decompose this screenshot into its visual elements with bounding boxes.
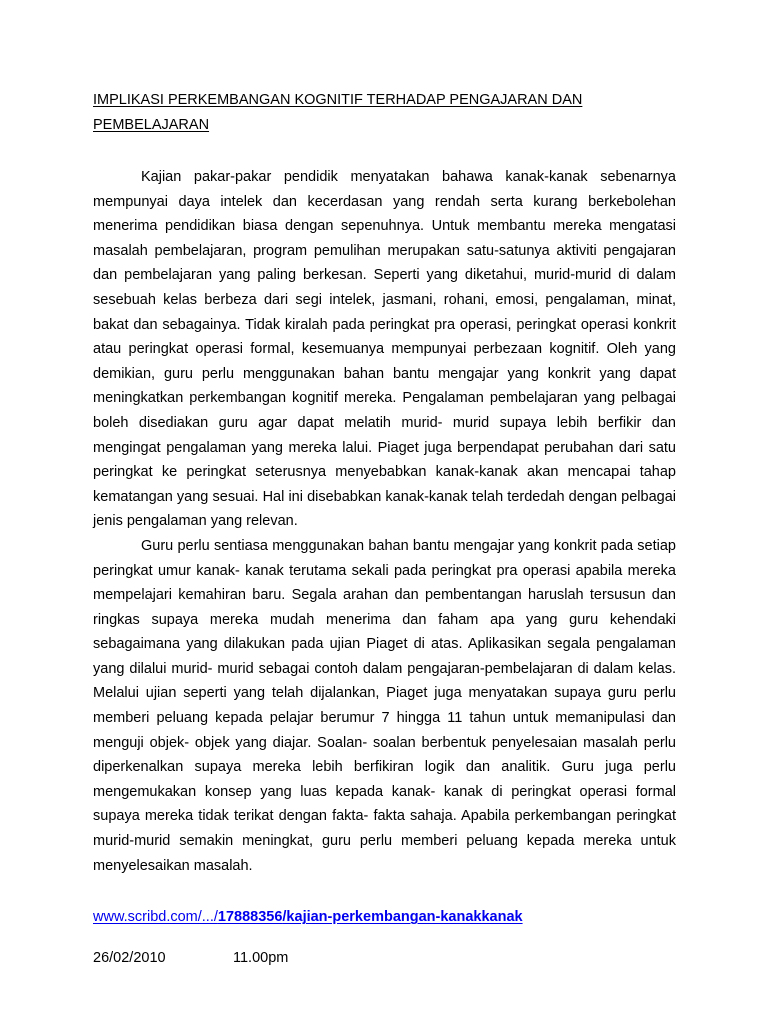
source-link-prefix[interactable]: www.scribd.com/.../ [93, 909, 218, 926]
paragraph-2: Guru perlu sentiasa menggunakan bahan bantu mengajar yang konkrit pada setiap peringkat umur kanak- kanak terutama sekali pada peringkat pra operasi apabila mereka mempelajari kemahiran baru. Segala arahan dan pembentangan haruslah tersusun dan ringkas supaya mereka mudah menerima dan faham apa yang guru kehendaki sebagaimana yang dilakukan pada ujian Piaget di atas. Aplikasikan segala pengalaman yang dilalui murid- murid sebagai contoh dalam pengajaran-pembelajaran di dalam kelas. Melalui ujian seperti yang telah dijalankan, Piaget juga menyatakan supaya guru perlu memberi peluang kepada pelajar berumur 7 hingga 11 tahun untuk memanipulasi dan menguji objek- objek yang diajar. Soalan- soalan berbentuk penyelesaian masalah perlu diperkenalkan supaya mereka lebih berfikiran logik dan analitik. Guru juga perlu mengemukakan konsep yang luas kepada kanak- kanak di peringkat operasi formal supaya mereka tidak terikat dengan fakta- fakta sahaja. Apabila perkembangan peringkat murid-murid semakin meningkat, guru perlu memberi peluang kepada mereka untuk menyelesaikan masalah. [93, 537, 676, 874]
date-text: 26/02/2010 [93, 950, 166, 967]
time-text: 11.00pm [233, 950, 289, 967]
date-time-line [93, 946, 676, 970]
paragraph-1: Kajian pakar-pakar pendidik menyatakan bahawa kanak-kanak sebenarnya mempunyai daya intelek dan kecerdasan yang rendah serta kurang berkebolehan menerima pendidikan biasa dengan sepenuhnya. Untuk membantu mereka mengatasi masalah pembelajaran, program pemulihan merupakan satu-satunya aktiviti pengajaran dan pembelajaran yang paling berkesan. Seperti yang diketahui, murid-murid di dalam sesebuah kelas berbeza dari segi intelek, jasmani, rohani, emosi, pengalaman, minat, bakat dan sebagainya. Tidak kiralah pada peringkat pra operasi, peringkat operasi konkrit atau peringkat operasi formal, kesemuanya mempunyai perbezaan kognitif. Oleh yang demikian, guru perlu menggunakan bahan bantu mengajar yang konkrit yang dapat meningkatkan perkembangan kognitif mereka. Pengalaman pembelajaran yang pelbagai boleh disediakan guru agar dapat melatih murid- murid supaya lebih berfikir dan mengingat pengalaman yang mereka lalui. Piaget juga berpendapat perubahan dari satu peringkat ke peringkat seterusnya menyebabkan kanak-kanak akan mencapai tahap kematangan yang sesuai. Hal ini disebabkan kanak-kanak telah terdedah dengan pelbagai jenis pengalaman yang relevan. [93, 169, 676, 530]
title-line-1: IMPLIKASI PERKEMBANGAN KOGNITIF TERHADAP PENGAJARAN DAN [93, 92, 583, 108]
document-title [93, 88, 676, 138]
source-link[interactable] [93, 905, 676, 929]
source-link-id[interactable]: 17888356 [217, 909, 283, 926]
title-line-2: PEMBELAJARAN [93, 117, 210, 133]
source-link-suffix[interactable]: /kajian-perkembangan-kanakkanak [282, 909, 523, 926]
